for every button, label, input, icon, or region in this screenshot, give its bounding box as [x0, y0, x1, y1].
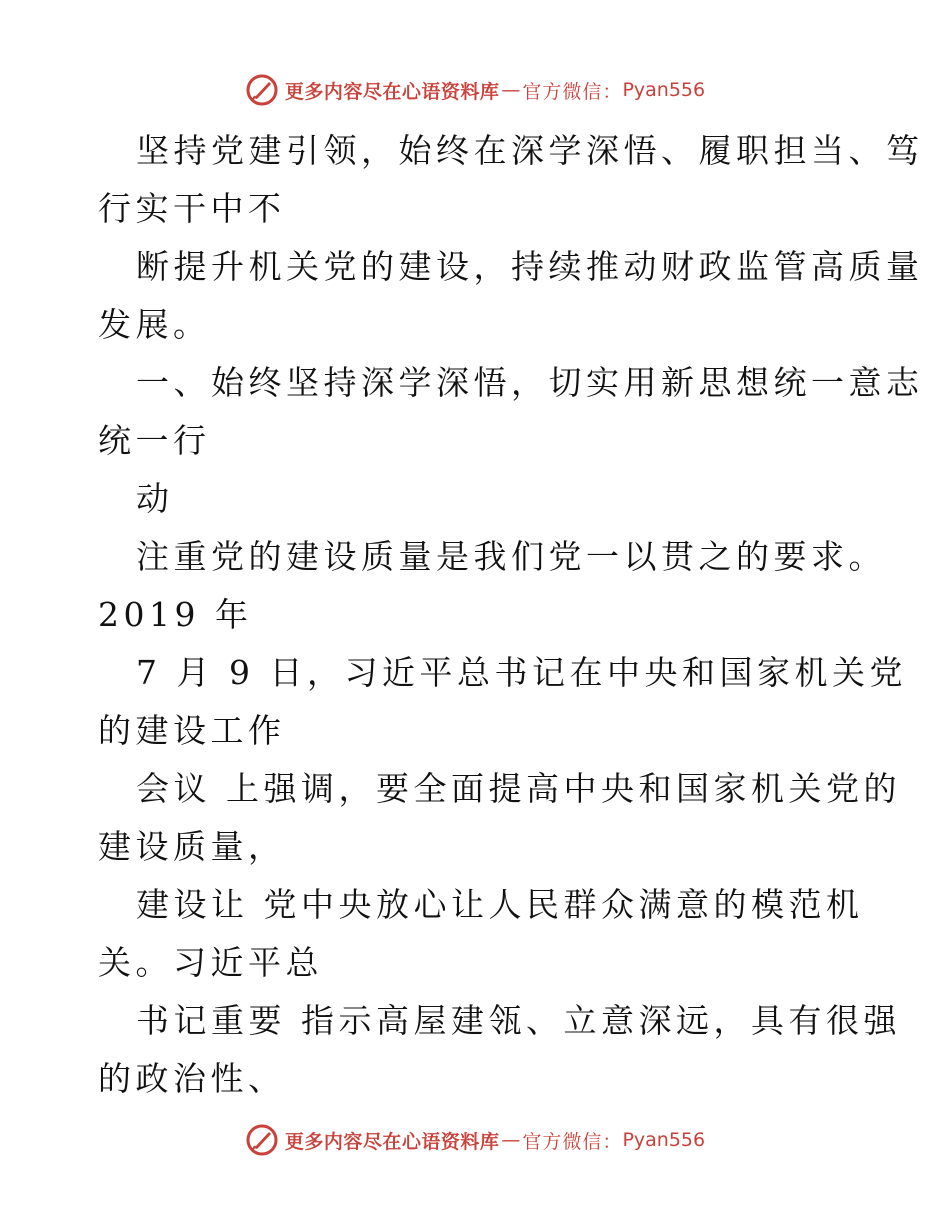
body-line: 7 月 9 日，习近平总书记在中央和国家机关党 — [136, 653, 907, 692]
section-heading-continued: 动 — [136, 479, 174, 518]
header-banner — [0, 70, 950, 110]
body-line: 的建设工作 — [98, 711, 286, 750]
banner-contact-label: 官方微信： — [522, 1130, 623, 1153]
banner-handle: Pyan556 — [622, 79, 706, 101]
body-line: 发展。 — [98, 305, 211, 344]
banner-brand: 更多内容尽在心语资料库 — [284, 1130, 500, 1153]
banner-handle: Pyan556 — [622, 1129, 706, 1151]
body-line: 坚持党建引领，始终在深学深悟、履职担当、笃 — [136, 131, 924, 170]
body-line: 建设让 党中央放心让人民群众满意的模范机 — [136, 885, 864, 924]
body-line: 书记重要 指示高屋建瓴、立意深远，具有很强 — [136, 1001, 901, 1040]
body-line: 建设质量， — [98, 827, 286, 866]
body-line: 的政治性、 — [98, 1059, 286, 1098]
body-line: 断提升机关党的建设，持续推动财政监管高质量 — [136, 247, 924, 286]
document-body — [98, 122, 924, 1108]
section-heading: 一、始终坚持深学深悟，切实用新思想统一意志 — [136, 363, 924, 402]
body-line: 行实干中不 — [98, 189, 286, 228]
banner-separator: — — [501, 1129, 521, 1151]
body-line: 注重党的建设质量是我们党一以贯之的要求。 — [136, 537, 886, 576]
banner-brand: 更多内容尽在心语资料库 — [284, 80, 500, 103]
banner-separator: — — [501, 79, 521, 101]
body-line: 会议 上强调，要全面提高中央和国家机关党的 — [136, 769, 901, 808]
feather-pen-logo-icon — [245, 73, 279, 107]
footer-banner — [0, 1120, 950, 1160]
body-line: 关。习近平总 — [98, 943, 323, 982]
section-heading-continued: 统一行 — [98, 421, 211, 460]
feather-pen-logo-icon — [245, 1123, 279, 1157]
body-line: 2019 年 — [98, 595, 253, 634]
banner-contact-label: 官方微信： — [522, 80, 623, 103]
